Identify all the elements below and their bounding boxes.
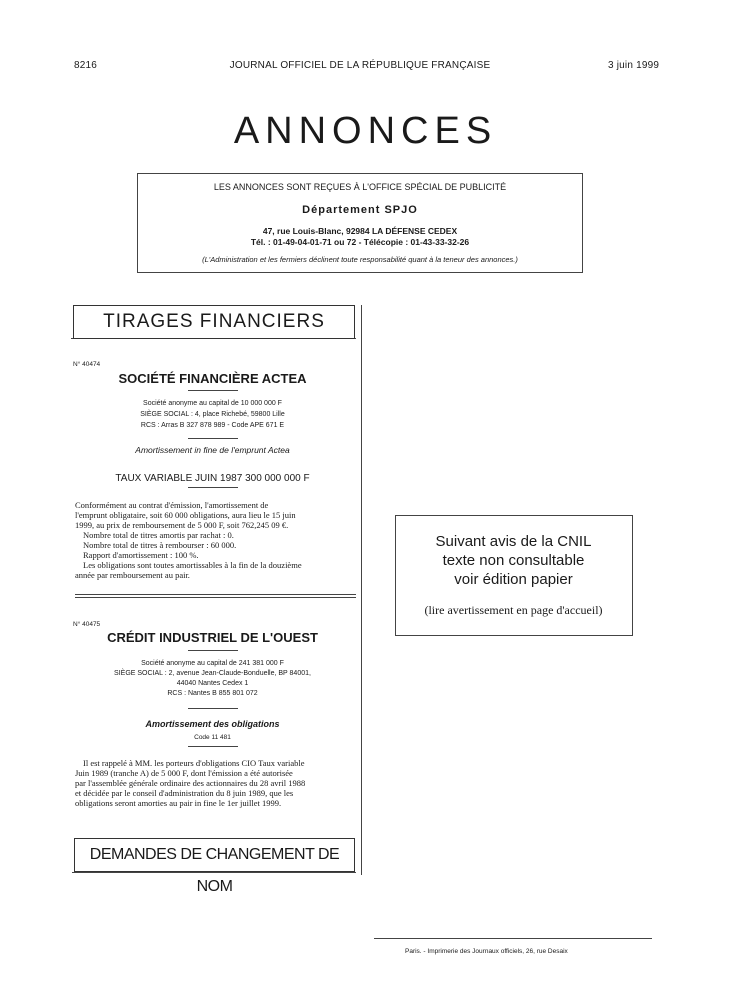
body-line: 1999, au prix de remboursement de 5 000 F, soit 762,245 09 €. (75, 520, 289, 530)
column-divider (361, 305, 362, 875)
publicity-info-box (137, 173, 583, 273)
notice-rate: TAUX VARIABLE JUIN 1987 300 000 000 F (115, 473, 310, 484)
body-line: et décidée par le conseil d'administration du 8 juin 1989, que les (75, 788, 294, 798)
body-line: année par remboursement au pair. (75, 570, 190, 580)
notice-company: SOCIÉTÉ FINANCIÈRE ACTEA (118, 371, 307, 386)
info-phone: Tél. : 01-49-04-01-71 ou 72 - Télécopie : 01-43-33-32-26 (250, 237, 470, 247)
info-disclaimer: (L'Administration et les fermiers déclinent toute responsabilité quant à la teneur des annonces.) (202, 255, 518, 264)
divider (188, 438, 238, 439)
info-address: 47, rue Louis-Blanc, 92984 LA DÉFENSE CEDEX (262, 226, 458, 236)
notice-separator (75, 597, 356, 598)
body-line: par l'assemblée générale ordinaire des actionnaires du 28 avril 1988 (75, 778, 306, 788)
notice-subtitle: Amortissement in fine de l'emprunt Actea (135, 445, 290, 455)
cnil-bottom-rule (395, 635, 633, 636)
body-line: l'emprunt obligataire, soit 60 000 obligations, aura lieu le 15 juin (75, 510, 296, 520)
page-number: 8216 (74, 60, 98, 71)
body-line: Juin 1989 (tranche A) de 5 000 F, dont l'émission a été autorisée (75, 768, 293, 778)
company-detail-line: SIÈGE SOCIAL : 2, avenue Jean-Claude-Bonduelle, BP 84001, (114, 670, 311, 677)
body-line: Nombre total de titres à rembourser : 60 000. (83, 540, 237, 550)
info-line: LES ANNONCES SONT REÇUES À L'OFFICE SPÉCIAL DE PUBLICITÉ (213, 182, 507, 192)
company-details (100, 398, 325, 431)
notice-number: N° 40475 (73, 621, 101, 628)
notice-company: CRÉDIT INDUSTRIEL DE L'OUEST (107, 630, 318, 645)
divider (188, 746, 238, 747)
page-title: ANNONCES (233, 110, 498, 152)
divider (188, 708, 238, 709)
notice-body (75, 758, 358, 808)
body-line: Il est rappelé à MM. les porteurs d'obligations CIO Taux variable (83, 758, 305, 768)
body-line: Rapport d'amortissement : 100 %. (83, 550, 199, 560)
section-heading-tirages: TIRAGES FINANCIERS (73, 305, 355, 339)
cnil-line: Suivant avis de la CNIL (435, 533, 592, 550)
divider (188, 487, 238, 488)
cnil-note: (lire avertissement en page d'accueil) (424, 603, 603, 617)
divider (188, 390, 238, 391)
issue-date: 3 juin 1999 (608, 60, 660, 71)
cnil-line: texte non consultable (442, 552, 585, 569)
company-details (80, 659, 345, 699)
body-line: Nombre total de titres amortis par rachat : 0. (83, 530, 234, 540)
notice-subtitle: Amortissement des obligations (145, 719, 280, 729)
company-detail-line: RCS : Arras B 327 878 989 - Code APE 671 E (140, 422, 285, 429)
notice-code: Code 11 481 (194, 734, 231, 741)
section-underline (72, 872, 356, 873)
company-detail-line: Société anonyme au capital de 241 381 000 F (141, 660, 284, 667)
info-department: Département SPJO (302, 204, 418, 216)
company-detail-line: RCS : Nantes B 855 801 072 (167, 690, 258, 697)
footer-printer: Paris. - Imprimerie des Journaux officiels, 26, rue Desaix (405, 948, 568, 955)
footer-rule (374, 938, 652, 939)
divider (188, 650, 238, 651)
cnil-line: voir édition papier (454, 571, 573, 588)
company-detail-line: 44040 Nantes Cedex 1 (176, 680, 249, 687)
cnil-right-rule (632, 515, 633, 635)
body-line: Conformément au contrat d'émission, l'amortissement de (75, 500, 269, 510)
cnil-notice-box (395, 515, 632, 635)
notice-separator (75, 594, 356, 595)
company-detail-line: Société anonyme au capital de 10 000 000 F (143, 400, 282, 407)
notice-body (75, 500, 358, 580)
section-heading-changement-nom: DEMANDES DE CHANGEMENT DE NOM (74, 838, 355, 872)
notice-number: N° 40474 (73, 361, 101, 368)
body-line: Les obligations sont toutes amortissables à la fin de la douzième (83, 560, 302, 570)
journal-title: JOURNAL OFFICIEL DE LA RÉPUBLIQUE FRANÇAISE (229, 60, 491, 71)
company-detail-line: SIÈGE SOCIAL : 4, place Richebé, 59800 Lille (140, 411, 285, 418)
body-line: obligations seront amorties au pair in fine le 1er juillet 1999. (75, 798, 282, 808)
